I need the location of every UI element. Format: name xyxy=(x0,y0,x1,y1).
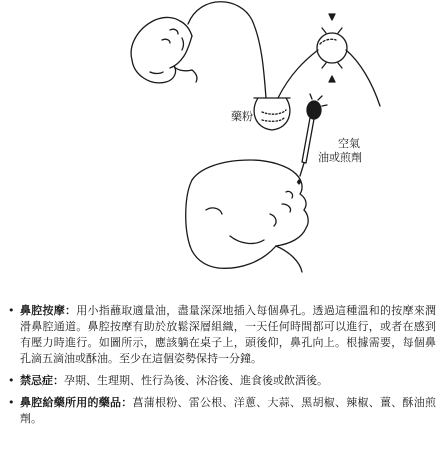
nasal-massage-item xyxy=(6,303,436,367)
bullet-icon: • xyxy=(8,304,15,317)
upper-head-drawing xyxy=(131,17,197,82)
nasal-massage-text: 用小指蘸取適量油，盡量深深地插入每個鼻孔。透過這種溫和的按摩來潤滑鼻腔通道。鼻腔按摩有助於放鬆深層組織，一天任何時間都可以進行，或者在感到有壓力時進行。如圖所示，應該躺在桌子上，頭後仰，鼻孔向上。根據需要，每個鼻孔滴五滴油或酥油。至少在這個姿勢保持一分鐘。 xyxy=(20,304,436,365)
bulb-connector-left xyxy=(278,50,318,98)
powder-tube xyxy=(188,2,266,98)
nasal-massage-term: 鼻腔按摩： xyxy=(20,304,77,317)
powder-label: 藥粉 xyxy=(231,110,253,123)
dropper-drawing xyxy=(298,94,328,184)
bullet-icon: • xyxy=(8,374,15,387)
bullet-icon: • xyxy=(8,396,15,409)
nasal-medicines-term: 鼻腔給藥所用的藥品： xyxy=(20,396,133,409)
contraindications-text: 孕期、生理期、性行為後、沐浴後、進食後或飲酒後。 xyxy=(64,374,328,387)
lower-head-drawing xyxy=(186,160,308,272)
air-bulb-drawing xyxy=(317,14,347,82)
contraindications-term: 禁忌症： xyxy=(20,374,64,387)
oil-or-decoction-label: 油或煎劑 xyxy=(318,151,362,164)
air-label: 空氣 xyxy=(338,137,360,150)
nasal-medicines-text: 菖蒲根粉、雷公根、洋蔥、大蒜、黑胡椒、辣椒、薑、酥油煎劑。 xyxy=(20,396,436,425)
contraindications-item xyxy=(6,373,436,389)
instructions-list xyxy=(6,303,436,433)
bulb-connector-right xyxy=(346,50,380,106)
powder-container-drawing xyxy=(254,98,290,130)
nasal-medicines-item xyxy=(6,395,436,427)
